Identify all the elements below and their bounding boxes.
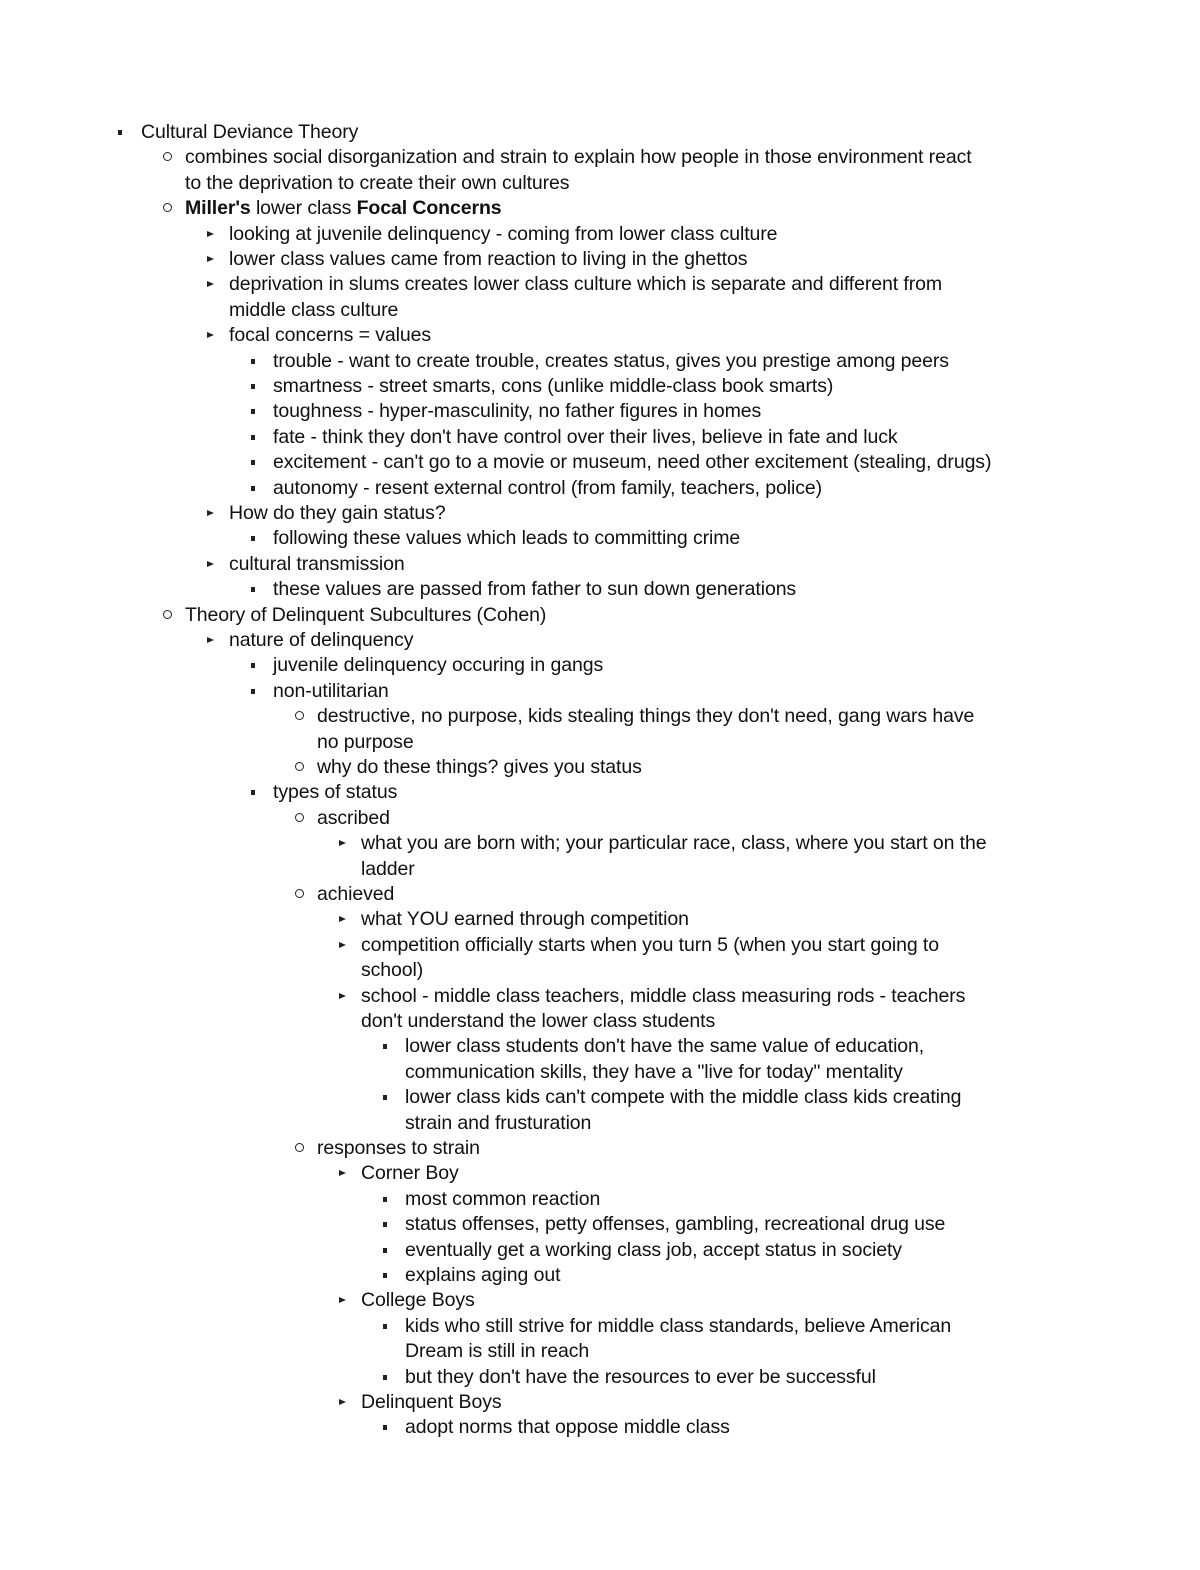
line-text: responses to strain	[317, 1137, 480, 1159]
line-text: combines social disorganization and strain to explain how people in those environment react	[185, 146, 972, 169]
outline-line	[273, 577, 796, 602]
circle-marker-icon	[295, 889, 304, 898]
line-text: why do these things? gives you status	[317, 756, 642, 778]
line-text: Cultural Deviance Theory	[141, 121, 359, 143]
line-text: autonomy - resent external control (from family, teachers, police)	[273, 476, 823, 499]
outline-line	[317, 730, 414, 755]
line-text: smartness - street smarts, cons (unlike middle-class book smarts)	[273, 375, 834, 397]
line-text: deprivation in slums creates lower class culture which is separate and different from	[229, 273, 942, 296]
line-text: kids who still strive for middle class standards, believe American	[405, 1314, 952, 1337]
outline-line	[229, 247, 747, 272]
outline-line	[361, 1390, 502, 1415]
line-text: competition officially starts when you turn 5 (when you start going to	[361, 933, 939, 956]
bullet-marker-icon	[383, 1425, 387, 1430]
outline-line	[405, 1339, 589, 1364]
outline-line	[405, 1085, 961, 1110]
outline-line	[273, 450, 991, 475]
line-text: to the deprivation to create their own cultures	[185, 171, 570, 194]
circle-marker-icon	[295, 813, 304, 822]
outline-line	[361, 1288, 475, 1313]
triangle-marker-icon	[339, 1297, 346, 1303]
circle-marker-icon	[163, 152, 172, 161]
outline-line	[405, 1060, 903, 1085]
line-text: but they don't have the resources to ever be successful	[405, 1365, 876, 1388]
triangle-marker-icon	[207, 510, 214, 516]
line-text: juvenile delinquency occuring in gangs	[273, 654, 604, 677]
outline-line	[361, 1009, 715, 1034]
line-text: Theory of Delinquent Subcultures (Cohen)	[185, 603, 547, 626]
bullet-marker-icon	[251, 359, 255, 364]
line-text: Delinquent Boys	[361, 1391, 502, 1413]
triangle-marker-icon	[207, 231, 214, 237]
bullet-marker-icon	[383, 1222, 387, 1227]
outline-line	[361, 933, 939, 958]
line-text: toughness - hyper-masculinity, no father figures in homes	[273, 400, 762, 423]
bullet-marker-icon	[251, 663, 255, 668]
triangle-marker-icon	[339, 916, 346, 922]
circle-marker-icon	[163, 610, 172, 619]
line-text: lower class kids can't compete with the middle class kids creating	[405, 1086, 962, 1109]
triangle-marker-icon	[207, 637, 214, 643]
bullet-marker-icon	[251, 384, 255, 389]
bullet-marker-icon	[383, 1375, 387, 1380]
line-text: College Boys	[361, 1289, 475, 1312]
line-text: fate - think they don't have control over their lives, believe in fate and luck	[273, 425, 898, 448]
bullet-marker-icon	[251, 409, 255, 414]
triangle-marker-icon	[339, 942, 346, 948]
line-text: Miller's	[185, 197, 251, 220]
outline-line	[185, 171, 569, 196]
circle-marker-icon	[295, 711, 304, 720]
line-text: cultural transmission	[229, 552, 405, 575]
bullet-marker-icon	[251, 435, 255, 440]
bullet-marker-icon	[251, 536, 255, 541]
outline-line	[141, 120, 358, 145]
bullet-marker-icon	[251, 486, 255, 491]
bullet-marker-icon	[383, 1273, 387, 1278]
outline-line	[229, 298, 398, 323]
outline-line	[229, 272, 942, 297]
outline-line	[405, 1263, 560, 1288]
outline-line	[361, 857, 415, 882]
bullet-marker-icon	[383, 1044, 387, 1049]
line-text: what YOU earned through competition	[361, 908, 689, 931]
line-text: no purpose	[317, 730, 414, 753]
line-text: lower class values came from reaction to living in the ghettos	[229, 248, 748, 270]
outline-line	[273, 349, 949, 374]
outline-line	[185, 145, 972, 170]
outline-line	[405, 1212, 945, 1237]
outline-line	[317, 704, 974, 729]
line-text: eventually get a working class job, accept status in society	[405, 1238, 902, 1261]
outline-line	[273, 526, 740, 551]
line-text: trouble - want to create trouble, creates status, gives you prestige among peers	[273, 349, 949, 372]
line-text: adopt norms that oppose middle class	[405, 1416, 730, 1439]
line-text: explains aging out	[405, 1264, 561, 1286]
outline-line	[273, 476, 822, 501]
line-text: Dream is still in reach	[405, 1340, 590, 1363]
line-text: non-utilitarian	[273, 679, 389, 702]
bullet-marker-icon	[251, 790, 255, 795]
outline-line	[317, 806, 390, 831]
outline-line	[405, 1034, 924, 1059]
bullet-marker-icon	[251, 587, 255, 592]
line-text: Corner Boy	[361, 1162, 459, 1185]
bullet-marker-icon	[118, 130, 122, 135]
line-text: types of status	[273, 781, 398, 804]
line-text: school - middle class teachers, middle class measuring rods - teachers	[361, 984, 966, 1007]
bullet-marker-icon	[251, 689, 255, 694]
triangle-marker-icon	[207, 332, 214, 338]
line-text: destructive, no purpose, kids stealing things they don't need, gang wars have	[317, 705, 975, 728]
outline-line	[361, 958, 423, 983]
circle-marker-icon	[295, 762, 304, 771]
line-text: what you are born with; your particular race, class, where you start on the	[361, 832, 987, 855]
outline-line	[317, 755, 642, 780]
triangle-marker-icon	[339, 1399, 346, 1405]
bullet-marker-icon	[383, 1324, 387, 1329]
outline-line	[317, 882, 394, 907]
line-text: ladder	[361, 857, 415, 880]
outline-line	[317, 1136, 480, 1161]
line-text: strain and frusturation	[405, 1111, 592, 1134]
triangle-marker-icon	[339, 840, 346, 846]
outline-line	[273, 399, 761, 424]
line-text: looking at juvenile delinquency - coming from lower class culture	[229, 222, 778, 245]
line-text: Focal Concerns	[356, 197, 502, 220]
outline-line	[361, 907, 689, 932]
bullet-marker-icon	[383, 1197, 387, 1202]
circle-marker-icon	[295, 1143, 304, 1152]
line-text: middle class culture	[229, 298, 399, 321]
outline-line	[405, 1111, 591, 1136]
line-text: status offenses, petty offenses, gambling, recreational drug use	[405, 1213, 946, 1236]
triangle-marker-icon	[339, 1170, 346, 1176]
triangle-marker-icon	[207, 256, 214, 262]
bullet-marker-icon	[383, 1248, 387, 1253]
outline-line	[229, 628, 413, 653]
outline-line	[361, 831, 986, 856]
outline-line	[273, 374, 833, 399]
line-text: communication skills, they have a "live for today" mentality	[405, 1060, 903, 1083]
outline-line	[185, 196, 502, 221]
outline-line	[405, 1415, 730, 1440]
line-text: How do they gain status?	[229, 502, 446, 524]
outline-line	[361, 984, 965, 1009]
outline-line	[405, 1187, 600, 1212]
bullet-marker-icon	[251, 460, 255, 465]
line-text: focal concerns = values	[229, 324, 432, 347]
triangle-marker-icon	[207, 281, 214, 287]
line-text: achieved	[317, 883, 395, 905]
triangle-marker-icon	[339, 993, 346, 999]
line-text: most common reaction	[405, 1187, 601, 1210]
outline-line	[273, 679, 389, 704]
outline-line	[273, 425, 898, 450]
line-text: following these values which leads to committing crime	[273, 527, 741, 550]
outline-line	[185, 603, 546, 628]
outline-line	[229, 323, 431, 348]
outline-line	[405, 1365, 876, 1390]
bullet-marker-icon	[383, 1095, 387, 1100]
outline-line	[229, 222, 777, 247]
line-text: these values are passed from father to sun down generations	[273, 578, 797, 601]
line-text: don't understand the lower class students	[361, 1010, 716, 1032]
line-text: excitement - can't go to a movie or museum, need other excitement (stealing, drugs)	[273, 451, 992, 474]
line-text: nature of delinquency	[229, 629, 414, 651]
outline-line	[229, 552, 405, 577]
outline-line	[361, 1161, 459, 1186]
outline-line	[273, 653, 603, 678]
line-text: lower class	[250, 197, 357, 220]
outline-line	[405, 1238, 902, 1263]
line-text: lower class students don't have the same value of education,	[405, 1035, 925, 1058]
outline-line	[229, 501, 446, 526]
line-text: school)	[361, 959, 424, 982]
outline-line	[273, 780, 397, 805]
circle-marker-icon	[163, 203, 172, 212]
outline-line	[405, 1314, 951, 1339]
line-text: ascribed	[317, 806, 390, 829]
triangle-marker-icon	[207, 561, 214, 567]
